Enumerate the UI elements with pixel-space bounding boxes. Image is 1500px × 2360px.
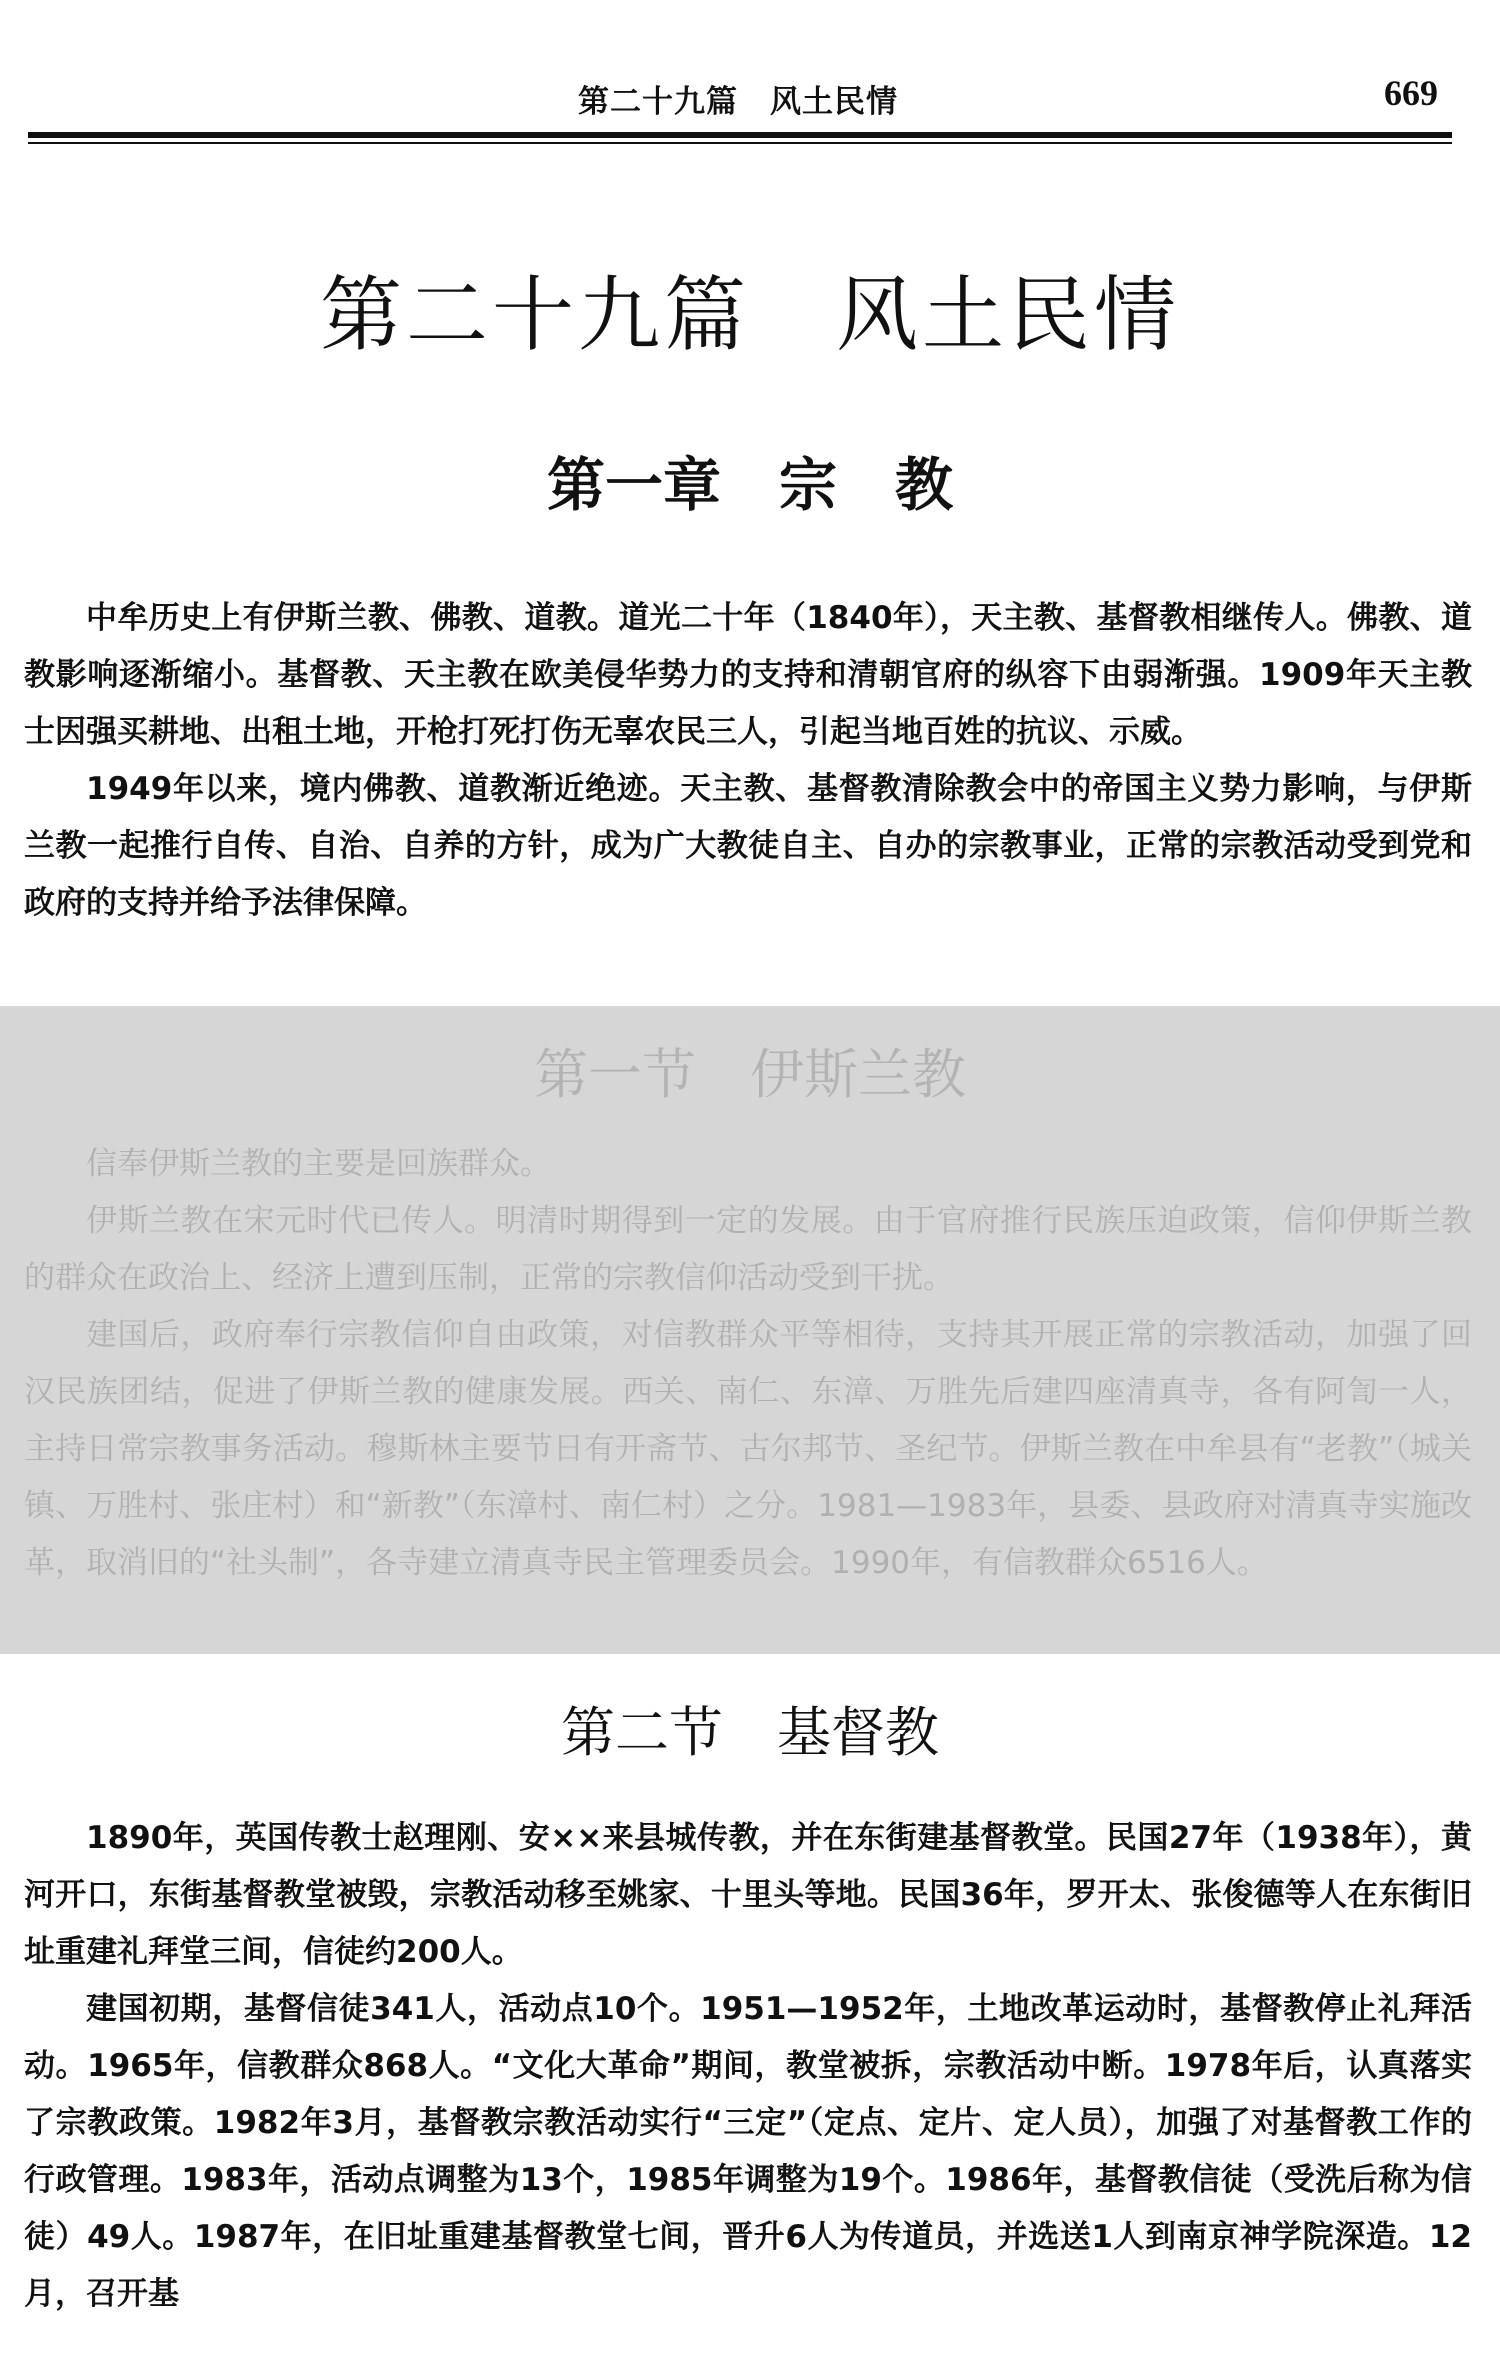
section-paragraph: 1890年，英国传教士赵理刚、安××来县城传教，并在东街建基督教堂。民国27年（1938年），黄河开口，东街基督教堂被毁，宗教活动移至姚家、十里头等地。民国36年，罗开太、张俊德等人在东街旧址重建礼拜堂三间，信徒约200人。 bbox=[24, 1820, 1472, 1970]
section-paragraph: 信奉伊斯兰教的主要是回族群众。 bbox=[86, 1146, 551, 1182]
section-paragraph: 伊斯兰教在宋元时代已传人。明清时期得到一定的发展。由于官府推行民族压迫政策，信仰伊斯兰教的群众在政治上、经济上遭到压制，正常的宗教信仰活动受到干扰。 bbox=[24, 1203, 1472, 1296]
section-islam-text bbox=[24, 1136, 1472, 1592]
section-paragraph: 建国后，政府奉行宗教信仰自由政策，对信教群众平等相待，支持其开展正常的宗教活动，加强了回汉民族团结，促进了伊斯兰教的健康发展。西关、南仁、东漳、万胜先后建四座清真寺，各有阿訇一人，主持日常宗教事务活动。穆斯林主要节日有开斋节、古尔邦节、圣纪节。伊斯兰教在中牟县有“老教”（城关镇、万胜村、张庄村）和“新教”（东漳村、南仁村）之分。1981—1983年，县委、县政府对清真寺实施改革，取消旧的“社头制”，各寺建立清真寺民主管理委员会。1990年，有信教群众6516人。 bbox=[24, 1317, 1472, 1581]
running-title: 第二十九篇 风土民情 bbox=[578, 84, 898, 120]
header-rule-thick bbox=[28, 132, 1452, 138]
section-title-christianity: 第二节 基督教 bbox=[561, 1701, 939, 1764]
intro-paragraph: 1949年以来，境内佛教、道教渐近绝迹。天主教、基督教清除教会中的帝国主义势力影响，与伊斯兰教一起推行自传、自治、自养的方针，成为广大教徒自主、自办的宗教事业，正常的宗教活动受到党和政府的支持并给予法律保障。 bbox=[24, 771, 1472, 921]
section-christianity-text bbox=[24, 1810, 1472, 2323]
intro-text bbox=[24, 590, 1472, 932]
section-paragraph: 建国初期，基督信徒341人，活动点10个。1951—1952年，土地改革运动时，基督教停止礼拜活动。1965年，信教群众868人。“文化大革命”期间，教堂被拆，宗教活动中断。1978年后，认真落实了宗教政策。1982年3月，基督教宗教活动实行“三定”（定点、定片、定人员），加强了对基督教工作的行政管理。1983年，活动点调整为13个，1985年调整为19个。1986年，基督教信徒（受洗后称为信徒）49人。1987年，在旧址重建基督教堂七间，晋升6人为传道员，并选送1人到南京神学院深造。12月，召开基 bbox=[24, 1991, 1472, 2312]
part-title: 第二十九篇 风土民情 bbox=[319, 268, 1180, 363]
page-number: 669 bbox=[1384, 73, 1438, 113]
intro-paragraph: 中牟历史上有伊斯兰教、佛教、道教。道光二十年（1840年），天主教、基督教相继传人。佛教、道教影响逐渐缩小。基督教、天主教在欧美侵华势力的支持和清朝官府的纵容下由弱渐强。1909年天主教士因强买耕地、出租土地，开枪打死打伤无辜农民三人，引起当地百姓的抗议、示威。 bbox=[24, 600, 1472, 750]
section-islam-shaded-block bbox=[0, 1006, 1500, 1654]
header-rule-thin bbox=[28, 142, 1452, 144]
running-header bbox=[28, 72, 1448, 132]
chapter-title: 第一章 宗 教 bbox=[546, 451, 953, 519]
section-title-islam: 第一节 伊斯兰教 bbox=[534, 1043, 966, 1106]
